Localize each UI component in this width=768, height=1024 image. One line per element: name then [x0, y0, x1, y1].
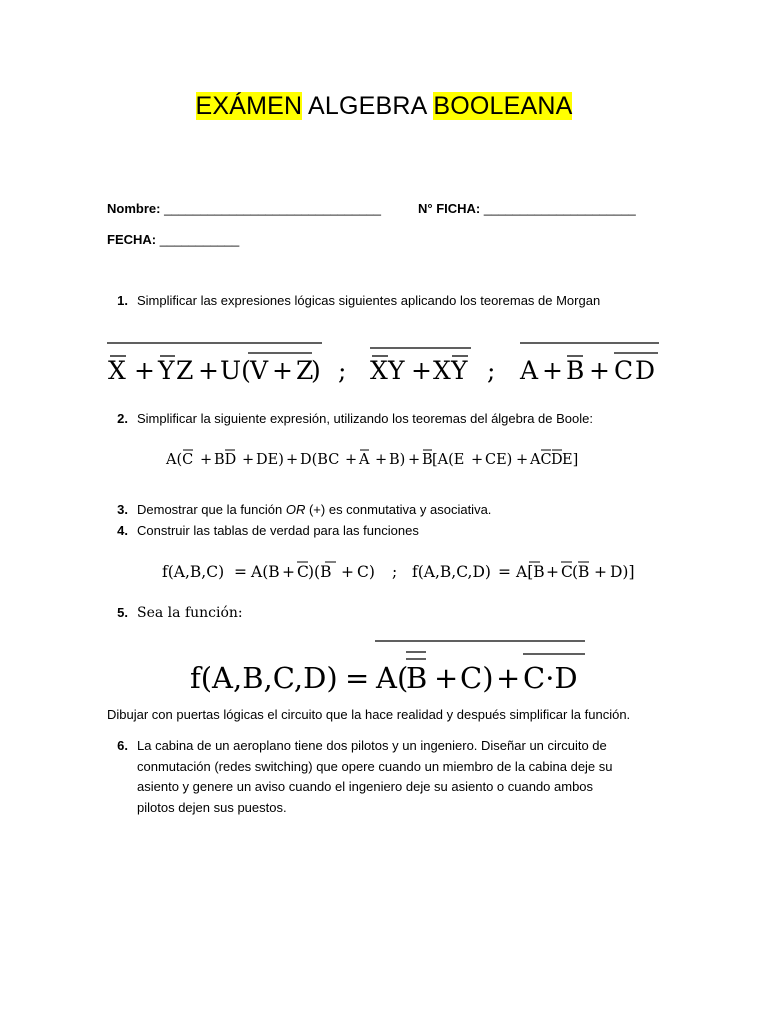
- ficha-field[interactable]: [418, 201, 636, 216]
- page-title: [0, 92, 768, 121]
- question-text-a: Demostrar que la función: [137, 502, 286, 517]
- svg-text:C): C): [460, 661, 494, 695]
- svg-text:f(A,B,C,D): f(A,B,C,D): [190, 661, 338, 695]
- svg-text:+: +: [134, 356, 155, 385]
- svg-text:=: =: [234, 563, 247, 581]
- svg-text:B: B: [406, 661, 428, 695]
- formula-function-svg: [188, 630, 598, 698]
- svg-text:A(B: A(B: [251, 563, 280, 581]
- svg-text:D: D: [635, 356, 656, 385]
- svg-text:+: +: [589, 356, 610, 385]
- svg-text:B): B): [389, 452, 406, 468]
- svg-text:;: ;: [392, 563, 398, 581]
- question-1: [107, 291, 600, 312]
- svg-text:C: C: [614, 356, 634, 385]
- svg-text:+: +: [546, 563, 559, 581]
- question-4: [107, 521, 419, 542]
- question-text: Construir las tablas de verdad para las funciones: [137, 523, 419, 538]
- formula-function: [188, 630, 598, 698]
- svg-text:+: +: [434, 661, 459, 695]
- title-word-algebra: ALGEBRA: [302, 92, 434, 120]
- svg-text:+: +: [341, 563, 354, 581]
- svg-text:D)]: D)]: [610, 563, 635, 581]
- question-6: [107, 736, 613, 818]
- svg-text:+: +: [200, 452, 213, 468]
- svg-text:+: +: [198, 356, 219, 385]
- svg-text:AC: AC: [530, 452, 552, 468]
- formula-truth-tables: [160, 554, 660, 586]
- svg-text:C): C): [357, 563, 375, 581]
- svg-text:+: +: [375, 452, 388, 468]
- svg-text:A: A: [520, 356, 539, 385]
- svg-text:=: =: [498, 563, 511, 581]
- svg-text:+: +: [516, 452, 529, 468]
- question-number: 1.: [117, 293, 128, 308]
- svg-text:Y: Y: [158, 356, 175, 385]
- nombre-line: ______________________________: [164, 201, 381, 216]
- svg-text:D(BC: D(BC: [300, 452, 340, 468]
- svg-text:X: X: [370, 356, 388, 385]
- question-text: Simplificar las expresiones lógicas siguientes aplicando los teoremas de Morgan: [137, 293, 601, 308]
- svg-text:Z: Z: [296, 356, 314, 385]
- question-2: [107, 409, 593, 430]
- fecha-label: FECHA:: [107, 232, 157, 247]
- svg-text:[A(E: [A(E: [432, 452, 465, 468]
- question-text-or: OR: [285, 502, 306, 517]
- question-line: La cabina de un aeroplano tiene dos pilotos y un ingeniero. Diseñar un circuito de: [137, 738, 607, 753]
- svg-text:V: V: [250, 356, 269, 385]
- question-text-block: [137, 736, 613, 818]
- svg-text:A: A: [359, 452, 370, 468]
- svg-text:+: +: [345, 452, 358, 468]
- svg-text:;: ;: [487, 356, 496, 385]
- question-number: 3.: [117, 502, 128, 517]
- svg-text:C: C: [297, 563, 309, 581]
- formula-morgan-svg: [104, 335, 684, 390]
- svg-text:f(A,B,C,D): f(A,B,C,D): [412, 563, 491, 581]
- question-number: 6.: [117, 738, 128, 753]
- svg-text:+: +: [286, 452, 299, 468]
- svg-text:=: =: [345, 661, 370, 695]
- svg-text:B: B: [566, 356, 585, 385]
- svg-text:U(: U(: [220, 356, 251, 385]
- svg-text:X: X: [108, 356, 126, 385]
- question-number: 2.: [117, 411, 128, 426]
- question-number: 4.: [117, 523, 128, 538]
- fecha-field[interactable]: [107, 232, 239, 247]
- svg-text:Y: Y: [388, 356, 405, 385]
- svg-text:D: D: [551, 452, 563, 468]
- svg-text:+: +: [282, 563, 295, 581]
- svg-text:+: +: [496, 661, 521, 695]
- ficha-label: N° FICHA:: [418, 201, 481, 216]
- question-line: pilotos dejen sus puestos.: [137, 799, 287, 815]
- svg-text:+: +: [242, 452, 255, 468]
- svg-text:): ): [311, 356, 321, 385]
- formula-morgan: [104, 335, 684, 390]
- svg-text:E]: E]: [562, 452, 579, 468]
- svg-text:DE): DE): [256, 452, 284, 468]
- svg-text:+: +: [411, 356, 432, 385]
- svg-text:A(: A(: [376, 661, 409, 695]
- title-word-booleana: BOOLEANA: [433, 92, 573, 120]
- question-3: [107, 500, 491, 521]
- question-line: conmutación (redes switching) que opere cuando un miembro de la cabina deje su: [137, 758, 613, 774]
- ficha-line: _____________________: [483, 201, 636, 216]
- svg-text:+: +: [542, 356, 563, 385]
- svg-text:Y: Y: [451, 356, 468, 385]
- svg-text:B: B: [422, 452, 433, 468]
- formula-truth-tables-svg: [160, 554, 660, 586]
- svg-text:Z: Z: [176, 356, 194, 385]
- svg-text:A[B: A[B: [516, 563, 545, 581]
- svg-text:C: C: [561, 563, 573, 581]
- nombre-label: Nombre:: [107, 201, 161, 216]
- question-number: 5.: [117, 605, 128, 620]
- svg-text:X: X: [433, 356, 451, 385]
- formula-boole-svg: [163, 443, 613, 473]
- question-5: [107, 603, 243, 624]
- svg-text:)(B: )(B: [308, 563, 332, 581]
- svg-text:+: +: [272, 356, 293, 385]
- svg-text:+: +: [594, 563, 607, 581]
- svg-text:CE): CE): [485, 452, 513, 468]
- question-5-followup: Dibujar con puertas lógicas el circuito que la hace realidad y después simplificar la función.: [107, 707, 631, 722]
- svg-text:C·D: C·D: [523, 661, 578, 695]
- svg-text:+: +: [408, 452, 421, 468]
- svg-text:f(A,B,C): f(A,B,C): [162, 563, 225, 581]
- svg-text:;: ;: [338, 356, 347, 385]
- title-word-examen: EXÁMEN: [195, 92, 303, 120]
- nombre-field[interactable]: [107, 201, 381, 216]
- fecha-line: ___________: [159, 232, 240, 247]
- svg-text:A(C: A(C: [166, 452, 194, 468]
- formula-boole: [163, 443, 613, 473]
- question-text: Sea la función:: [137, 605, 243, 621]
- svg-text:(B: (B: [572, 563, 590, 581]
- question-text-c: (+) es conmutativa y asociativa.: [305, 502, 492, 517]
- svg-text:+: +: [471, 452, 484, 468]
- svg-text:BD: BD: [214, 452, 237, 468]
- question-line: asiento y genere un aviso cuando el ingeniero deje su asiento o cuando ambos: [137, 779, 594, 794]
- question-text: Simplificar la siguiente expresión, utilizando los teoremas del álgebra de Boole:: [137, 411, 593, 426]
